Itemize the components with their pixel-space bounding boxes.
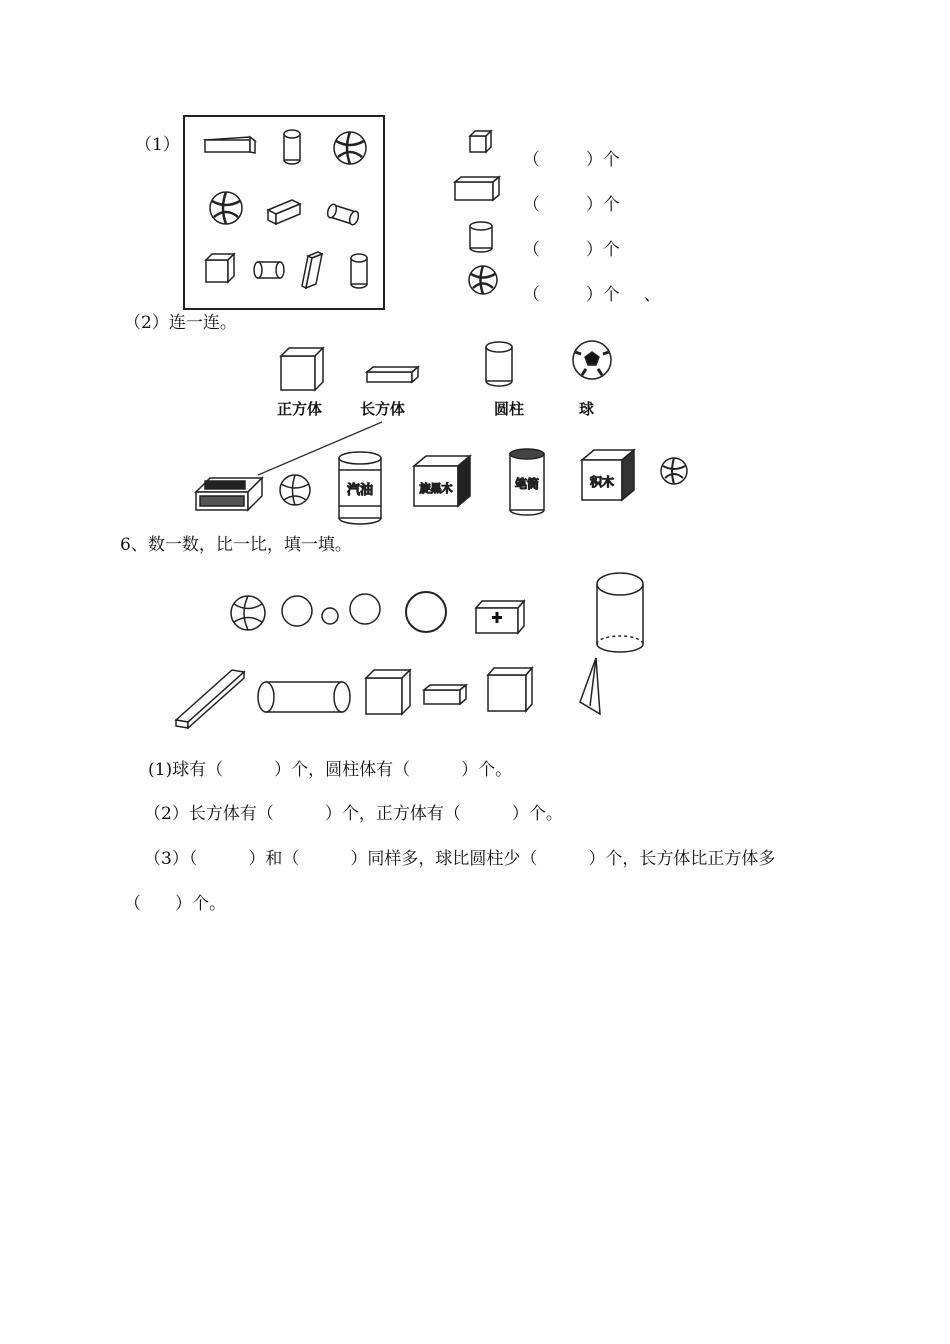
close-unit: ）个	[585, 285, 620, 305]
q6-line4: （ ）个。	[124, 894, 226, 914]
open-paren: （	[522, 195, 540, 215]
pen-holder-label: 笔筒	[514, 477, 540, 491]
ball-icon	[282, 596, 312, 626]
open-paren: （	[522, 150, 540, 170]
cylinder-icon	[258, 682, 350, 712]
q6-line3: （3）（ ）和（ ）同样多，球比圆柱少（ ）个，长方体比正方体多	[144, 849, 776, 869]
ball-icon	[406, 592, 446, 632]
ball-icon	[350, 594, 380, 624]
q6-title: 6、数一数，比一比，填一填。	[120, 535, 352, 555]
q6-line1: (1)球有（ ）个，圆柱体有（ ）个。	[148, 760, 513, 780]
q2-title: （2）连一连。	[124, 313, 237, 333]
cube-icon	[366, 670, 410, 714]
first-aid-box-icon	[476, 601, 524, 633]
cuboid-icon	[424, 685, 466, 704]
open-paren: （	[522, 285, 540, 305]
drum-label: 汽油	[346, 483, 374, 498]
category-label-cylinder: 圆柱	[494, 400, 525, 418]
block-label: 积木	[589, 475, 615, 489]
q6-line2: （2）长方体有（ ）个，正方体有（ ）个。	[144, 804, 563, 824]
open-paren: （	[522, 240, 540, 260]
ball-icon	[231, 596, 265, 630]
cuboid-icon	[176, 670, 244, 728]
category-label-ball: 球	[579, 400, 595, 418]
close-unit: ）个	[585, 195, 620, 215]
cube-icon	[488, 668, 532, 711]
stray-mark: 、	[643, 285, 661, 305]
ball-icon	[322, 608, 338, 624]
close-unit: ）个	[585, 150, 620, 170]
category-label-cuboid: 长方体	[360, 400, 406, 418]
q1-label: （1）	[135, 135, 180, 155]
pyramid-icon	[580, 658, 600, 714]
box-label: 旋黑木	[419, 482, 453, 495]
cylinder-icon	[597, 573, 643, 652]
category-label-cube: 正方体	[277, 400, 323, 418]
close-unit: ）个	[585, 240, 620, 260]
